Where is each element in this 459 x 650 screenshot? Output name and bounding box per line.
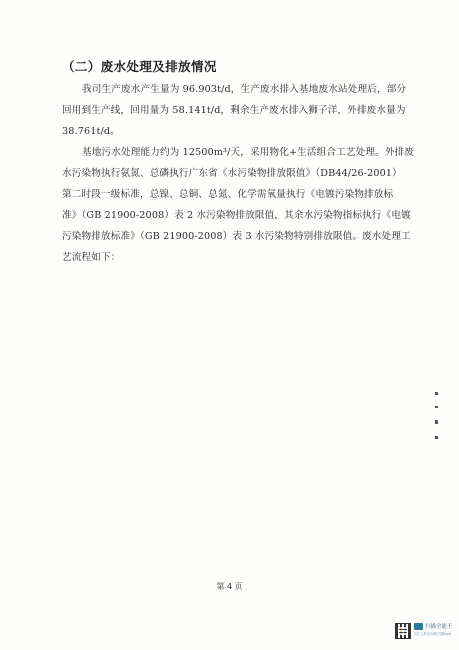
paragraph-line: 第二时段一级标准，总镍、总铜、总氮、化学需氧量执行《电镀污染物排放标 [62, 189, 394, 200]
paragraph-line: 我司生产废水产生量为 96.903t/d，生产废水排入基地废水站处理后，部分 [82, 84, 407, 95]
paragraph-wastewater-volume [62, 79, 410, 142]
paragraph-line: 准》（GB 21900-2008）表 2 水污染物排放限值，其余水污染物指标执行《电镀 [62, 210, 411, 221]
section-heading: （二）废水处理及排放情况 [62, 59, 217, 74]
scanner-logo-subtext: 3亿人都在用的扫描App [414, 632, 452, 636]
paragraph-line: 38.761t/d。 [62, 126, 120, 137]
scanner-logo [414, 622, 458, 642]
scanner-logo-icon [414, 623, 423, 630]
paragraph-treatment-standards [62, 142, 415, 268]
paragraph-line: 污染物排放标准》（GB 21900-2008）表 3 水污染物特别排放限值。废水处理工 [62, 231, 411, 242]
paragraph-line: 水污染物执行氨氮、总磷执行广东省《水污染物排放限值》（DB44/26-2001） [62, 168, 402, 179]
page-number: 第 4 页 [216, 582, 243, 591]
paragraph-line: 回用到生产线，回用量为 58.141t/d，剩余生产废水排入狮子洋，外排废水量为 [62, 105, 406, 116]
scanner-logo-text: 扫描全能王 [425, 624, 453, 630]
qr-code-icon [395, 623, 411, 639]
paragraph-line: 基地污水处理能力约为 12500m³/天，采用物化+生活组合工艺处理。外排废 [82, 147, 415, 158]
paragraph-line: 艺流程如下： [62, 252, 121, 263]
scan-edge-marks [435, 392, 441, 452]
